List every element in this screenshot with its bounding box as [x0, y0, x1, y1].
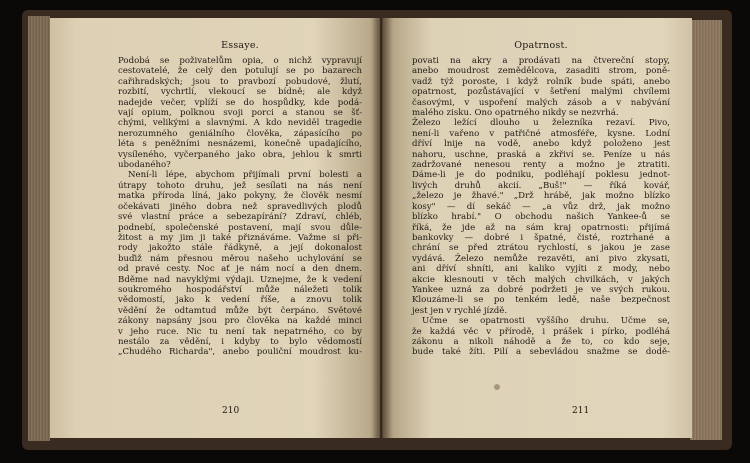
text-line: útrapy tohoto druhu, jež sesílati na nás není	[118, 180, 362, 191]
text-line: vadž týž poroste, i když rolník bude spáti, anebo	[412, 76, 670, 87]
text-line: cařihradských; jsou to pravbozí pobudové, žlutí,	[118, 76, 362, 87]
text-line: blízko hrabí." O obchodu našich Yankee-ů se	[412, 212, 670, 223]
text-line: vají opium, polknou svoji porci a stanou se šť-	[118, 108, 362, 119]
text-line: chými, velikými a slavnými. A kdo neviděl tragedie	[118, 118, 362, 129]
text-line: povati na akry a prodávati na čtvereční stopy,	[412, 56, 670, 66]
text-line: vědomostí, jako k vedení říše, a znovu tolik	[118, 295, 362, 306]
text-line: akcie klesnouti v těch malých chvilkách, v jakých	[412, 274, 670, 285]
text-line: matka příroda líná, jako pokyny, že člověk nesmí	[118, 191, 362, 202]
text-line: cestovatelé, že celý den potulují se po bazarech	[118, 66, 362, 77]
text-line: malého zisku. Ono opatrného nikdy se nezvrhá.	[412, 108, 619, 119]
text-line: rozbití, vychrtlí, vlekoucí se bídně; ale když	[118, 87, 362, 98]
text-line: livých druhů akcií. „Buš!" — říká kovář,	[412, 180, 670, 191]
right-body-text	[412, 56, 670, 358]
text-line: od pravé cesty. Noc ať je nám nocí a den dnem.	[118, 264, 362, 275]
page-blemish	[494, 384, 500, 390]
text-line: léta s peněžními nesnázemi, konečně upadajícího,	[118, 139, 362, 150]
text-line: podnebí, společenské postavení, mají svou důle-	[118, 222, 362, 233]
text-line: jest jen v rychlé jízdě.	[412, 305, 508, 316]
text-line: kosy" — dí sekáč — „a vůz drž, jak možno	[412, 201, 670, 212]
text-line: nadejde večer, vplíží se do hospůdky, kde podá-	[118, 97, 362, 108]
text-line: „Chudého Richarda", anebo pouliční moudrost ku-	[118, 347, 362, 358]
text-line: Podobá se poživatelům opia, o nichž vypravují	[118, 56, 362, 66]
text-line: v jeho ruce. Nic tu není tak nepatrného, co by	[118, 326, 362, 337]
book-gutter	[372, 18, 392, 438]
left-page	[50, 18, 380, 438]
text-line: žitost a my jim ji také přiznáváme. Važme si při-	[118, 232, 362, 243]
text-line: chrání se před ztrátou rychlostí, s jakou je zase	[412, 243, 670, 254]
text-line: buďiž nám přesnou měrou našeho uchylování se	[118, 253, 362, 264]
text-line: soukromého hospodářství může náležeti tolik	[118, 284, 362, 295]
text-line: anebo moudrost zemědělcova, zasaditi strom, poně-	[412, 66, 670, 77]
text-line: Není-li lépe, abychom přijímali první bolesti a	[128, 170, 362, 181]
right-page-number: 211	[572, 406, 590, 416]
text-line: opatrnost, pozůstávající v šetření malými chvílemi	[412, 87, 670, 98]
left-page-edges	[28, 16, 50, 441]
text-line: ani dříví shníti, ani kaliko vyjíti z mody, nebo	[412, 264, 670, 275]
text-line: zadržované nenesou renty a možno je ztratiti.	[412, 160, 670, 171]
text-line: „železo je žhavé." „Drž hrábě, jak možno blízko	[412, 191, 670, 202]
left-page-number: 210	[222, 406, 240, 416]
right-page	[382, 18, 692, 438]
text-line: vysíleného, vyčerpaného jako obra, jehlou k smrti	[118, 149, 362, 160]
text-line: říká, že jde až na sám kraj opatrnosti: přijímá	[412, 222, 670, 233]
text-line: vydává. Železo nemůže rezavěti, ani pivo zkysati,	[412, 253, 670, 264]
text-line: není-li vařeno v patřičné atmosféře, kysne. Lodní	[412, 128, 670, 139]
text-line: zákony napsány jsou pro člověka na každé minci	[118, 316, 362, 327]
text-line: ubodaného?	[118, 160, 171, 171]
text-line: nahoru, uschne, praská a zkřiví se. Peníze u nás	[412, 149, 670, 160]
text-line: bude také žíti. Pilí a sebevládou snažme se dodě-	[412, 347, 670, 358]
text-line: Yankee uzná za dobré podržeti je ve svých rukou.	[412, 284, 670, 295]
text-line: že každá věc v přírodě, i prášek i pírko, podléhá	[412, 326, 670, 337]
text-line: vědění že odtamtud může být čerpáno. Světové	[118, 305, 362, 316]
right-page-edges	[690, 20, 722, 440]
text-line: dříví lnije na vodě, anebo když položeno jest	[412, 139, 670, 150]
text-line: zákonu a nikoli náhodě a že to, co kdo seje,	[412, 336, 670, 347]
text-line: časovými, v uspoření malých zásob a v nabývání	[412, 97, 670, 108]
left-body-text	[118, 56, 362, 358]
text-line: Učme se opatrnosti vyššího druhu. Učme se,	[422, 316, 670, 327]
text-line: očekávati jiného dobra než spravedlivých plodů	[118, 201, 362, 212]
text-line: Dáme-li je do podniku, podléhají poklesu jednot-	[412, 170, 670, 181]
right-running-header: Opatrnost.	[514, 40, 568, 51]
text-line: své vlastní práce a sebezapírání? Zdraví, chléb,	[118, 212, 362, 223]
text-line: Bděme nad navyklými výdaji. Uznejme, že k vedení	[118, 274, 362, 285]
text-line: Klouzáme-li se po tenkém ledě, naše bezpečnost	[412, 295, 670, 306]
left-running-header: Essaye.	[221, 40, 259, 51]
text-line: nestálo za vědění, i kdyby to bylo vědomostí	[118, 336, 362, 347]
text-line: bankovky — dobré i špatné, čisté, roztrhané a	[412, 232, 670, 243]
text-line: nerozumného geniálního člověka, zápasícího po	[118, 128, 362, 139]
text-line: Železo ležící dlouho u železníka rezaví. Pivo,	[412, 118, 670, 129]
text-line: rody jakožto stále řádkyně, a její dokonalost	[118, 243, 362, 254]
